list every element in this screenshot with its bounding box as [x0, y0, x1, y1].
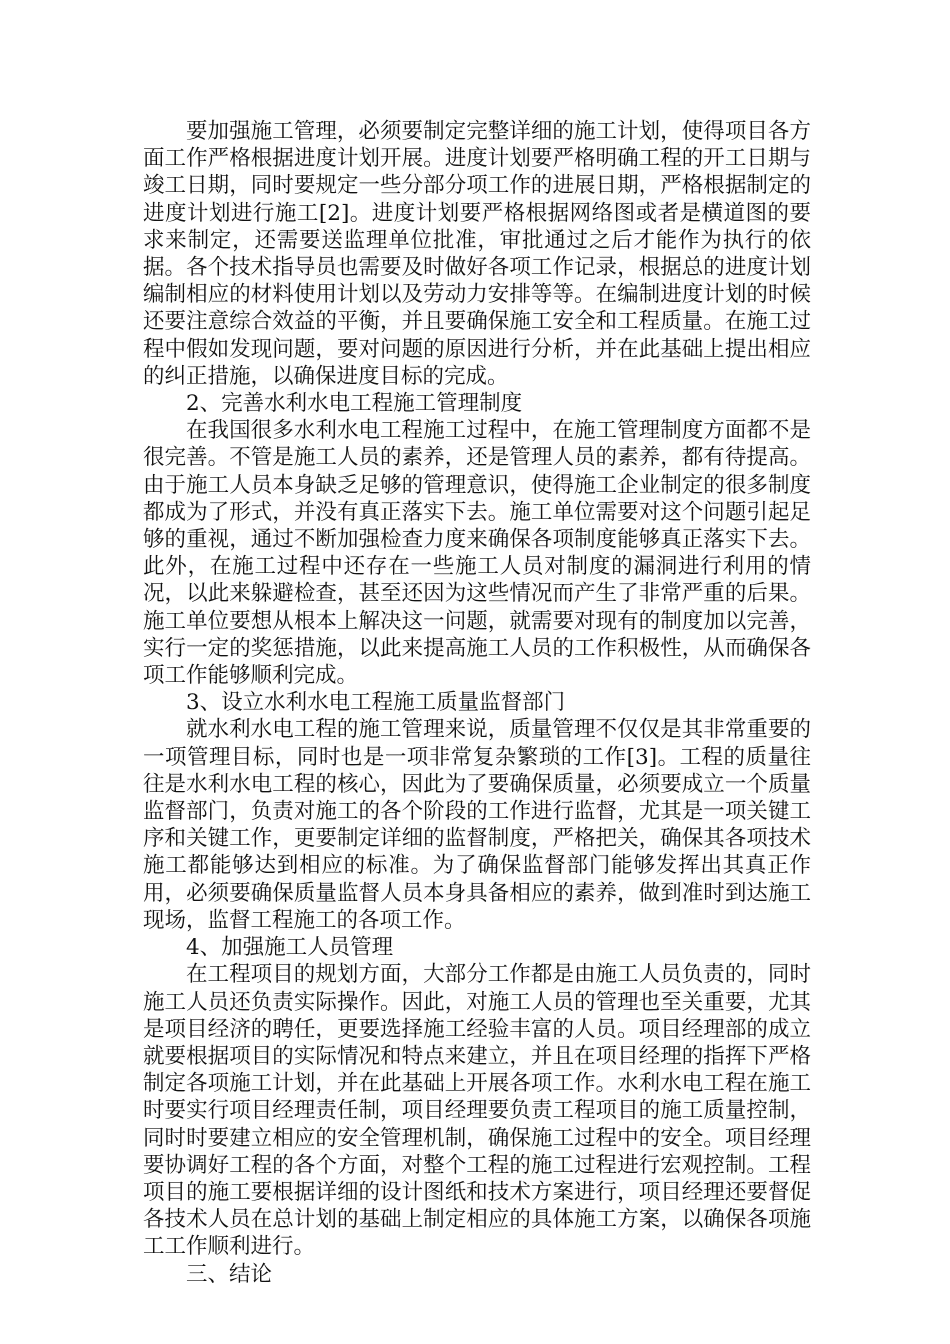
- section-heading-quality-supervision: 3、设立水利水电工程施工质量监督部门: [186, 690, 566, 716]
- section-heading-personnel-management: 4、加强施工人员管理: [186, 935, 394, 961]
- paragraph-personnel-management: 在工程项目的规划方面，大部分工作都是由施工人员负责的，同时施工人员还负责实际操作。因此，对施工人员的管理也至关重要，尤其是项目经济的聘任，更要选择施工经验丰富的人员。项目经理部的成立就要根据项目的实际情况和特点来建立，并且在项目经理的指挥下严格制定各项施工计划，并在此基础上开展各项工作。水利水电工程在施工时要实行项目经理责任制，项目经理要负责工程项目的施工质量控制，同时时要建立相应的安全管理机制，确保施工过程中的安全。项目经理要协调好工程的各个方面，对整个工程的施工过程进行宏观控制。工程项目的施工要根据详细的设计图纸和技术方案进行，项目经理还要督促各技术人员在总计划的基础上制定相应的具体施工方案，以确保各项施工工作顺利进行。: [143, 962, 811, 1260]
- paragraph-construction-plan: 要加强施工管理，必须要制定完整详细的施工计划，使得项目各方面工作严格根据进度计划开展。进度计划要严格明确工程的开工日期与竣工日期，同时要规定一些分部分项工作的进展日期，严格根据制定的进度计划进行施工[2]。进度计划要严格根据网络图或者是横道图的要求来制定，还需要送监理单位批准，审批通过之后才能作为执行的依据。各个技术指导员也需要及时做好各项工作记录，根据总的进度计划编制相应的材料使用计划以及劳动力安排等等。在编制进度计划的时候还要注意综合效益的平衡，并且要确保施工安全和工程质量。在施工过程中假如发现问题，要对问题的原因进行分析，并在此基础上提出相应的纠正措施，以确保进度目标的完成。: [143, 119, 811, 389]
- paragraph-quality-supervision: 就水利水电工程的施工管理来说，质量管理不仅仅是其非常重要的一项管理目标，同时也是一项非常复杂繁琐的工作[3]。工程的质量往往是水利水电工程的核心，因此为了要确保质量，必须要成立一个质量监督部门，负责对施工的各个阶段的工作进行监督，尤其是一项关键工序和关键工作，更要制定详细的监督制度，严格把关，确保其各项技术施工都能够达到相应的标准。为了确保监督部门能够发挥出其真正作用，必须要确保质量监督人员本身具备相应的素养，做到准时到达施工现场，监督工程施工的各项工作。: [143, 717, 811, 933]
- section-heading-conclusion: 三、结论: [186, 1261, 273, 1287]
- paragraph-management-system: 在我国很多水利水电工程施工过程中，在施工管理制度方面都不是很完善。不管是施工人员的素养，还是管理人员的素养，都有待提高。由于施工人员本身缺乏足够的管理意识，使得施工企业制定的很多制度都成为了形式，并没有真正落实下去。施工单位需要对这个问题引起足够的重视，通过不断加强检查力度来确保各项制度能够真正落实下去。此外，在施工过程中还存在一些施工人员对制度的漏洞进行利用的情况，以此来躲避检查，甚至还因为这些情况而产生了非常严重的后果。施工单位要想从根本上解决这一问题，就需要对现有的制度加以完善，实行一定的奖惩措施，以此来提高施工人员的工作积极性，从而确保各项工作能够顺利完成。: [143, 418, 811, 689]
- section-heading-management-system: 2、完善水利水电工程施工管理制度: [186, 391, 523, 417]
- document-body: [143, 118, 811, 1288]
